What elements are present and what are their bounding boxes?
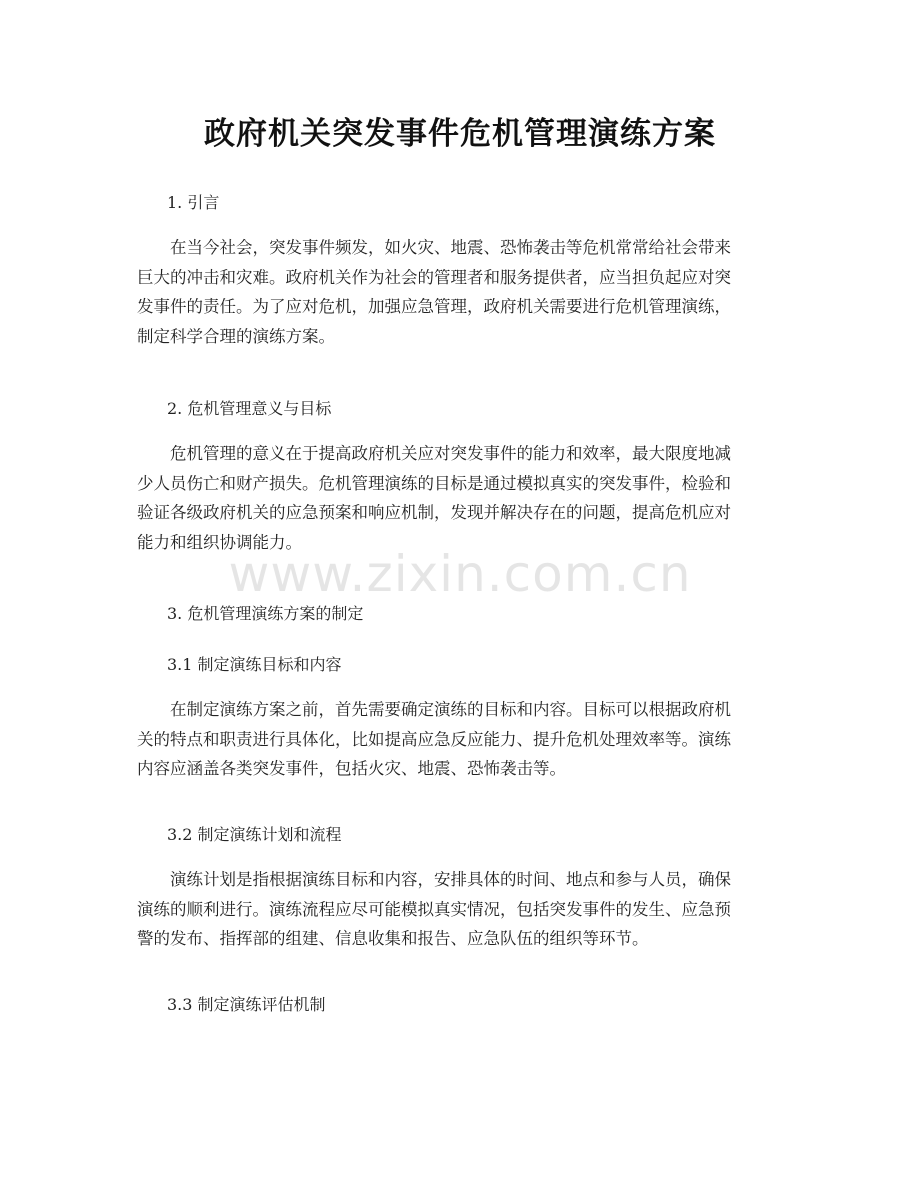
subsection-heading-schedule: 3.2 制定演练计划和流程 — [167, 825, 342, 844]
paragraph-line: 制定科学合理的演练方案。 — [137, 326, 335, 346]
paragraph-goals — [137, 695, 787, 784]
paragraph-line: 演练的顺利进行。演练流程应尽可能模拟真实情况，包括突发事件的发生、应急预 — [137, 899, 731, 919]
subsection-heading-evaluation: 3.3 制定演练评估机制 — [167, 995, 326, 1014]
paragraph-line: 巨大的冲击和灾难。政府机关作为社会的管理者和服务提供者，应当担负起应对突 — [137, 267, 731, 287]
paragraph-intro — [137, 233, 787, 351]
paragraph-line: 在当今社会，突发事件频发，如火灾、地震、恐怖袭击等危机常常给社会带来 — [170, 238, 731, 257]
paragraph-line: 验证各级政府机关的应急预案和响应机制，发现并解决存在的问题，提高危机应对 — [137, 503, 731, 522]
subsection-heading-goals: 3.1 制定演练目标和内容 — [167, 655, 342, 674]
paragraph-schedule — [137, 865, 787, 954]
section-heading-plan: 3. 危机管理演练方案的制定 — [167, 604, 364, 623]
paragraph-line: 内容应涵盖各类突发事件，包括火灾、地震、恐怖袭击等。 — [137, 759, 566, 778]
document-title: 政府机关突发事件危机管理演练方案 — [204, 116, 716, 152]
paragraph-line: 能力和组织协调能力。 — [137, 532, 302, 552]
paragraph-line: 少人员伤亡和财产损失。危机管理演练的目标是通过模拟真实的突发事件，检验和 — [137, 473, 731, 493]
paragraph-line: 警的发布、指挥部的组建、信息收集和报告、应急队伍的组织等环节。 — [137, 929, 649, 948]
paragraph-line: 关的特点和职责进行具体化，比如提高应急反应能力、提升危机处理效率等。演练 — [137, 729, 731, 749]
paragraph-significance — [137, 439, 787, 557]
paragraph-line: 发事件的责任。为了应对危机，加强应急管理，政府机关需要进行危机管理演练， — [137, 297, 731, 316]
paragraph-line: 危机管理的意义在于提高政府机关应对突发事件的能力和效率，最大限度地减 — [170, 444, 731, 463]
paragraph-line: 演练计划是指根据演练目标和内容，安排具体的时间、地点和参与人员，确保 — [170, 870, 731, 889]
watermark: www.zixin.com.cn — [228, 545, 692, 603]
section-heading-significance: 2. 危机管理意义与目标 — [167, 399, 332, 418]
paragraph-line: 在制定演练方案之前，首先需要确定演练的目标和内容。目标可以根据政府机 — [170, 700, 731, 719]
section-heading-intro: 1. 引言 — [167, 193, 220, 212]
